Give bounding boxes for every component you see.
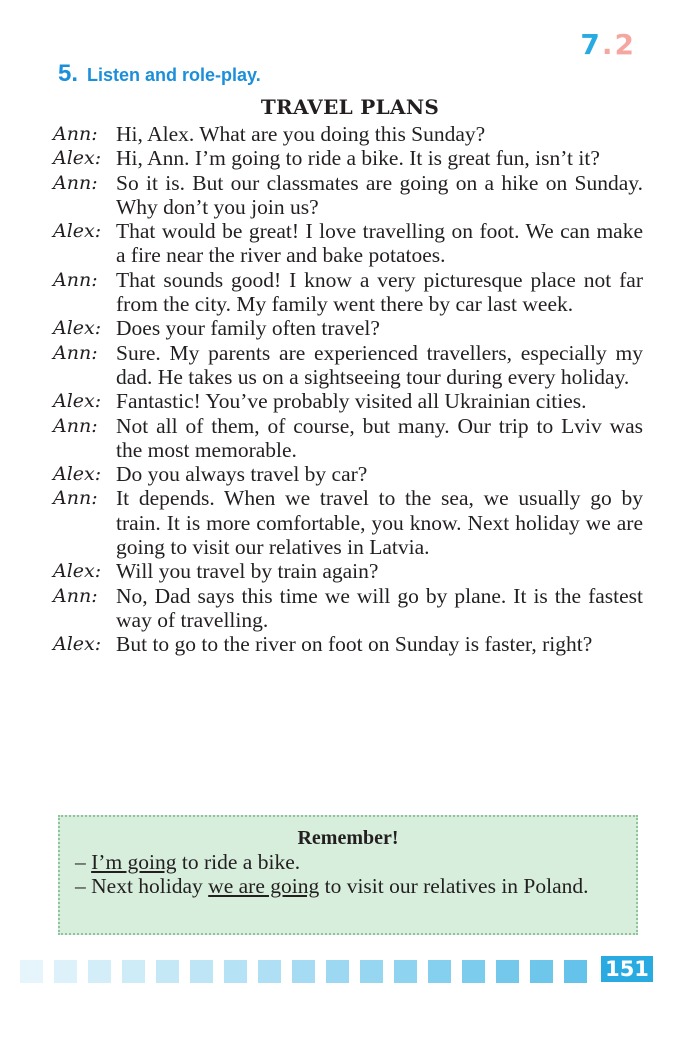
- remember-box: [58, 815, 638, 935]
- section-dot: .: [601, 28, 615, 61]
- footer-square: [20, 960, 43, 983]
- footer-square: [258, 960, 281, 983]
- remember-line-1-underlined: I’m going: [91, 850, 177, 874]
- speech-text: Fantastic! You’ve probably visited all Ukrainian cities.: [116, 389, 587, 414]
- dialogue-line: [53, 316, 643, 340]
- speaker-name: Ann:: [53, 414, 98, 437]
- dialogue-line: [53, 146, 643, 170]
- speaker-name: Alex:: [53, 147, 102, 170]
- speaker-name: Alex:: [53, 390, 102, 413]
- speaker-name: Ann:: [53, 268, 98, 291]
- speech-text: That would be great! I love travelling on foot. We can make a fire near the river and bake potatoes.: [116, 219, 643, 268]
- speech-text: Hi, Alex. What are you doing this Sunday?: [116, 122, 486, 146]
- remember-line-2: [75, 874, 618, 898]
- footer-decoration: [20, 957, 587, 985]
- remember-line-1-rest: to ride a bike.: [176, 850, 301, 874]
- footer-square: [428, 960, 451, 983]
- dialogue-line: [53, 559, 643, 583]
- section-major: 7: [580, 28, 602, 61]
- speaker-name: Alex:: [53, 463, 102, 486]
- speech-text: Do you always travel by car?: [116, 462, 368, 487]
- dialogue-line: [53, 171, 643, 220]
- speech-text: Not all of them, of course, but many. Our trip to Lviv was the most memorable.: [116, 413, 643, 462]
- dialogue-line: [53, 462, 643, 486]
- dialogue-line: [53, 389, 643, 413]
- footer-square: [88, 960, 111, 983]
- speaker-name: Ann:: [53, 123, 98, 145]
- speaker-name: Ann:: [53, 341, 98, 364]
- remember-line-1-dash: –: [75, 850, 92, 874]
- footer-square: [190, 960, 213, 983]
- speech-text: But to go to the river on foot on Sunday is faster, right?: [116, 632, 593, 657]
- speech-text: That sounds good! I know a very picturesque place not far from the city. My family went there by car last week.: [116, 267, 643, 317]
- speaker-name: Ann:: [53, 171, 98, 194]
- footer-square: [360, 960, 383, 983]
- speech-text: So it is. But our classmates are going on a hike on Sunday. Why don’t you join us?: [116, 170, 643, 219]
- section-code: [580, 28, 636, 61]
- dialogue-title: TRAVEL PLANS: [260, 95, 440, 119]
- speaker-name: Ann:: [53, 584, 98, 607]
- dialogue-line: [53, 414, 643, 463]
- dialogue-line: [53, 632, 643, 656]
- page-number: 151: [601, 956, 653, 982]
- speaker-name: Alex:: [53, 317, 102, 340]
- speaker-name: Ann:: [53, 487, 98, 510]
- dialogue-line: [53, 268, 643, 317]
- dialogue-line: [53, 122, 643, 146]
- task-text: Listen and role-play.: [87, 65, 261, 85]
- speech-text: No, Dad says this time we will go by plane. It is the fastest way of travelling.: [116, 583, 643, 632]
- footer-square: [156, 960, 179, 983]
- footer-square: [496, 960, 519, 983]
- dialogue: [53, 122, 643, 657]
- section-minor: 2: [614, 28, 636, 61]
- dialogue-line: [53, 341, 643, 390]
- task-instruction: [58, 60, 261, 88]
- speaker-name: Alex:: [53, 560, 102, 583]
- remember-line-1: [75, 850, 618, 874]
- speech-text: Will you travel by train again?: [116, 559, 379, 584]
- task-number: 5.: [58, 60, 79, 87]
- speech-text: Sure. My parents are experienced travellers, especially my dad. He takes us on a sightseeing tour during every holiday.: [116, 340, 643, 389]
- dialogue-line: [53, 486, 643, 559]
- footer-square: [292, 960, 315, 983]
- footer-square: [530, 960, 553, 983]
- dialogue-line: [53, 584, 643, 633]
- footer-square: [394, 960, 417, 983]
- footer-square: [326, 960, 349, 983]
- footer-square: [54, 960, 77, 983]
- speaker-name: Alex:: [53, 220, 102, 243]
- footer-square: [564, 960, 587, 983]
- remember-line-2-underlined: we are going: [208, 874, 320, 898]
- remember-title: Remember!: [297, 827, 399, 849]
- speech-text: Does your family often travel?: [116, 316, 380, 341]
- remember-line-2-dash: – Next holiday: [75, 874, 209, 898]
- speech-text: It depends. When we travel to the sea, we usually go by train. It is more comfortable, you know. Next holiday we are going to visit our relatives in Latvia.: [116, 486, 643, 560]
- speech-text: Hi, Ann. I’m going to ride a bike. It is great fun, isn’t it?: [116, 146, 600, 171]
- footer-square: [122, 960, 145, 983]
- remember-line-2-rest: to visit our relatives in Poland.: [319, 874, 589, 898]
- footer-square: [462, 960, 485, 983]
- footer-square: [224, 960, 247, 983]
- dialogue-line: [53, 219, 643, 268]
- speaker-name: Alex:: [53, 633, 102, 656]
